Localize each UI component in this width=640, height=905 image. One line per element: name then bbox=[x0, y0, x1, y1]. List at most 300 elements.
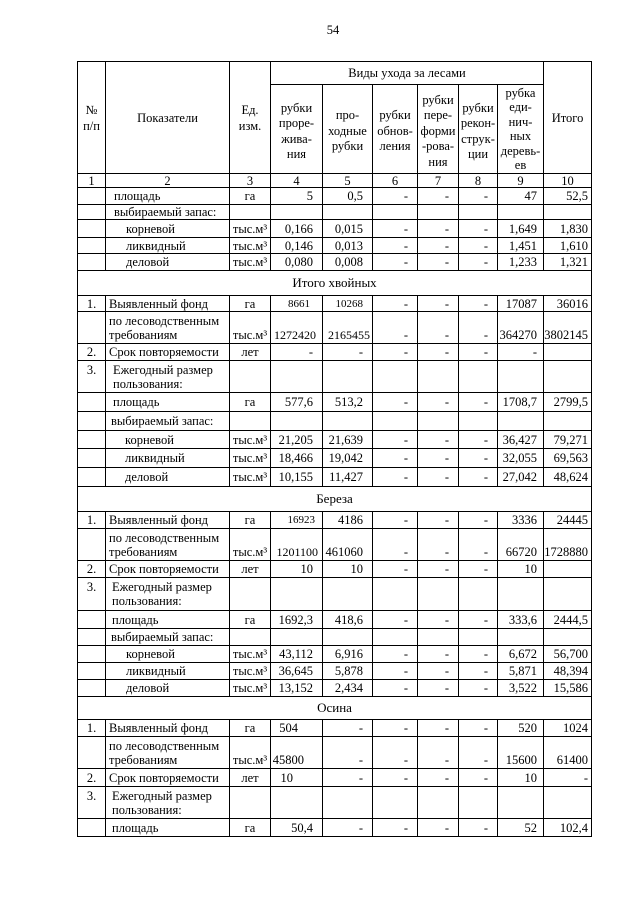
value-reconstruction-cutting-cell: - bbox=[459, 393, 498, 412]
value-renewal-cutting-cell: - bbox=[373, 312, 418, 344]
value-thinning-cell: 0,166 bbox=[271, 220, 323, 238]
row-number: 2. bbox=[78, 344, 106, 361]
value-single-tree-cutting-cell: 6,672 bbox=[498, 646, 544, 663]
indicator-label: деловой bbox=[106, 468, 230, 487]
value-total-cell bbox=[544, 361, 592, 393]
value-thinning-cell: 0,146 bbox=[271, 238, 323, 254]
value-reformation-cutting-cell: - bbox=[418, 680, 459, 697]
value-reformation-cutting-cell: - bbox=[418, 646, 459, 663]
value-total-cell: 69,563 bbox=[544, 449, 592, 468]
table-row bbox=[78, 561, 592, 578]
value-total-cell: 102,4 bbox=[544, 819, 592, 837]
value-single-tree-cutting-cell: 1,451 bbox=[498, 238, 544, 254]
unit-cell bbox=[230, 787, 271, 819]
value-reconstruction-cutting-cell bbox=[459, 361, 498, 393]
value-single-tree-cutting-cell: 1,649 bbox=[498, 220, 544, 238]
value-total-cell: 1728880 bbox=[544, 529, 592, 561]
value-single-tree-cutting-cell: 32,055 bbox=[498, 449, 544, 468]
value-single-tree-cutting-cell: 3336 bbox=[498, 512, 544, 529]
value-renewal-cutting-cell: - bbox=[373, 769, 418, 787]
unit-cell: тыс.м³ bbox=[230, 646, 271, 663]
value-renewal-cutting-cell: - bbox=[373, 431, 418, 449]
value-reformation-cutting-cell: - bbox=[418, 529, 459, 561]
unit-cell bbox=[230, 412, 271, 431]
value-single-tree-cutting-cell: 1,233 bbox=[498, 254, 544, 271]
row-number bbox=[78, 629, 106, 646]
value-reconstruction-cutting-cell: - bbox=[459, 720, 498, 737]
indicator-label: по лесоводственным требованиям bbox=[106, 312, 230, 344]
row-number bbox=[78, 646, 106, 663]
value-passage-cutting-cell: - bbox=[323, 819, 373, 837]
table-row bbox=[78, 238, 592, 254]
column-number: 4 bbox=[271, 174, 323, 188]
value-renewal-cutting-cell: - bbox=[373, 238, 418, 254]
value-total-cell bbox=[544, 561, 592, 578]
value-single-tree-cutting-cell bbox=[498, 412, 544, 431]
indicator-label: Выявленный фонд bbox=[106, 296, 230, 312]
indicator-label: Срок повторяемости bbox=[106, 769, 230, 787]
value-thinning-cell: 21,205 bbox=[271, 431, 323, 449]
value-passage-cutting-cell: - bbox=[323, 344, 373, 361]
table-row bbox=[78, 578, 592, 611]
value-reformation-cutting-cell: - bbox=[418, 737, 459, 769]
indicator-label: ликвидный bbox=[106, 449, 230, 468]
value-thinning-cell bbox=[271, 629, 323, 646]
value-single-tree-cutting-cell bbox=[498, 205, 544, 220]
value-single-tree-cutting-cell: 47 bbox=[498, 188, 544, 205]
indicator-label: по лесоводственным требованиям bbox=[106, 529, 230, 561]
table-row bbox=[78, 205, 592, 220]
row-number bbox=[78, 529, 106, 561]
indicator-label: площадь bbox=[106, 819, 230, 837]
value-passage-cutting-cell bbox=[323, 787, 373, 819]
value-passage-cutting-cell: 0,015 bbox=[323, 220, 373, 238]
value-renewal-cutting-cell bbox=[373, 787, 418, 819]
value-reformation-cutting-cell: - bbox=[418, 238, 459, 254]
unit-cell: лет bbox=[230, 769, 271, 787]
value-renewal-cutting-cell: - bbox=[373, 663, 418, 680]
value-renewal-cutting-cell: - bbox=[373, 220, 418, 238]
value-passage-cutting-cell: 0,013 bbox=[323, 238, 373, 254]
value-reconstruction-cutting-cell: - bbox=[459, 529, 498, 561]
value-reformation-cutting-cell: - bbox=[418, 449, 459, 468]
value-single-tree-cutting-cell: 1708,7 bbox=[498, 393, 544, 412]
indicator-label: корневой bbox=[106, 431, 230, 449]
row-number: 3. bbox=[78, 787, 106, 819]
value-thinning-cell: 504 bbox=[271, 720, 323, 737]
column-number: 2 bbox=[106, 174, 230, 188]
value-reformation-cutting-cell: - bbox=[418, 220, 459, 238]
value-single-tree-cutting-cell: 5,871 bbox=[498, 663, 544, 680]
value-total-cell: 56,700 bbox=[544, 646, 592, 663]
table-row bbox=[78, 512, 592, 529]
row-number: 3. bbox=[78, 578, 106, 611]
unit-cell: лет bbox=[230, 344, 271, 361]
header-unit: Ед. изм. bbox=[230, 62, 271, 174]
value-single-tree-cutting-cell: 10 bbox=[498, 561, 544, 578]
table-row bbox=[78, 468, 592, 487]
value-reconstruction-cutting-cell: - bbox=[459, 296, 498, 312]
value-renewal-cutting-cell: - bbox=[373, 646, 418, 663]
value-single-tree-cutting-cell: 10 bbox=[498, 769, 544, 787]
column-number: 8 bbox=[459, 174, 498, 188]
value-single-tree-cutting-cell: 3,522 bbox=[498, 680, 544, 697]
row-number: 3. bbox=[78, 361, 106, 393]
indicator-label: Выявленный фонд bbox=[106, 512, 230, 529]
header-care-types: Виды ухода за лесами bbox=[271, 62, 544, 85]
indicator-label: Срок повторяемости bbox=[106, 561, 230, 578]
value-reformation-cutting-cell: - bbox=[418, 720, 459, 737]
value-reformation-cutting-cell: - bbox=[418, 254, 459, 271]
table-row bbox=[78, 680, 592, 697]
value-passage-cutting-cell: 21,639 bbox=[323, 431, 373, 449]
value-passage-cutting-cell: 418,6 bbox=[323, 611, 373, 629]
header-indicators: Показатели bbox=[106, 62, 230, 174]
row-number bbox=[78, 819, 106, 837]
row-number bbox=[78, 449, 106, 468]
value-passage-cutting-cell: 2165455 bbox=[323, 312, 373, 344]
value-reformation-cutting-cell bbox=[418, 578, 459, 611]
value-renewal-cutting-cell: - bbox=[373, 254, 418, 271]
table-row bbox=[78, 769, 592, 787]
value-single-tree-cutting-cell bbox=[498, 787, 544, 819]
value-passage-cutting-cell: 10268 bbox=[323, 296, 373, 312]
value-thinning-cell: 8661 bbox=[271, 296, 323, 312]
table-row bbox=[78, 449, 592, 468]
value-thinning-cell: 18,466 bbox=[271, 449, 323, 468]
section-title: Осина bbox=[78, 697, 592, 720]
row-number bbox=[78, 312, 106, 344]
value-passage-cutting-cell bbox=[323, 361, 373, 393]
value-reformation-cutting-cell: - bbox=[418, 312, 459, 344]
value-total-cell: 52,5 bbox=[544, 188, 592, 205]
row-number bbox=[78, 205, 106, 220]
unit-cell: га bbox=[230, 296, 271, 312]
value-passage-cutting-cell: 10 bbox=[323, 561, 373, 578]
value-single-tree-cutting-cell: 66720 bbox=[498, 529, 544, 561]
value-thinning-cell: 1201100 bbox=[271, 529, 323, 561]
value-single-tree-cutting-cell: 27,042 bbox=[498, 468, 544, 487]
value-single-tree-cutting-cell: 52 bbox=[498, 819, 544, 837]
row-number bbox=[78, 220, 106, 238]
unit-cell: га bbox=[230, 819, 271, 837]
row-number bbox=[78, 238, 106, 254]
value-reformation-cutting-cell: - bbox=[418, 296, 459, 312]
value-reconstruction-cutting-cell: - bbox=[459, 769, 498, 787]
value-reformation-cutting-cell: - bbox=[418, 344, 459, 361]
value-passage-cutting-cell: 0,008 bbox=[323, 254, 373, 271]
value-passage-cutting-cell: 5,878 bbox=[323, 663, 373, 680]
unit-cell: га bbox=[230, 720, 271, 737]
value-total-cell: - bbox=[544, 769, 592, 787]
value-thinning-cell bbox=[271, 787, 323, 819]
unit-cell: тыс.м³ bbox=[230, 220, 271, 238]
table-row bbox=[78, 361, 592, 393]
header-single-tree-cutting: рубка еди- нич- ных деревь- ев bbox=[498, 85, 544, 174]
header-row-main bbox=[78, 62, 592, 85]
indicator-label: выбираемый запас: bbox=[106, 412, 230, 431]
value-total-cell: 1,830 bbox=[544, 220, 592, 238]
value-single-tree-cutting-cell: 15600 bbox=[498, 737, 544, 769]
unit-cell: тыс.м³ bbox=[230, 663, 271, 680]
value-passage-cutting-cell bbox=[323, 205, 373, 220]
value-reconstruction-cutting-cell bbox=[459, 205, 498, 220]
value-total-cell: 15,586 bbox=[544, 680, 592, 697]
value-passage-cutting-cell: - bbox=[323, 737, 373, 769]
value-reformation-cutting-cell: - bbox=[418, 611, 459, 629]
table-row bbox=[78, 312, 592, 344]
table-row bbox=[78, 629, 592, 646]
value-single-tree-cutting-cell bbox=[498, 361, 544, 393]
header-total: Итого bbox=[544, 62, 592, 174]
value-passage-cutting-cell: - bbox=[323, 769, 373, 787]
column-number: 9 bbox=[498, 174, 544, 188]
row-number: 2. bbox=[78, 561, 106, 578]
value-renewal-cutting-cell bbox=[373, 205, 418, 220]
unit-cell: га bbox=[230, 188, 271, 205]
table-header bbox=[78, 62, 592, 188]
value-thinning-cell: 13,152 bbox=[271, 680, 323, 697]
unit-cell: тыс.м³ bbox=[230, 254, 271, 271]
value-reformation-cutting-cell bbox=[418, 205, 459, 220]
table-row bbox=[78, 412, 592, 431]
value-renewal-cutting-cell bbox=[373, 412, 418, 431]
unit-cell bbox=[230, 361, 271, 393]
value-reconstruction-cutting-cell: - bbox=[459, 737, 498, 769]
value-total-cell: 1024 bbox=[544, 720, 592, 737]
value-passage-cutting-cell: 4186 bbox=[323, 512, 373, 529]
row-number: 1. bbox=[78, 512, 106, 529]
indicator-label: ликвидный bbox=[106, 663, 230, 680]
value-passage-cutting-cell: 0,5 bbox=[323, 188, 373, 205]
value-renewal-cutting-cell: - bbox=[373, 512, 418, 529]
row-number bbox=[78, 680, 106, 697]
value-passage-cutting-cell: 6,916 bbox=[323, 646, 373, 663]
section-title: Береза bbox=[78, 487, 592, 512]
value-renewal-cutting-cell: - bbox=[373, 720, 418, 737]
header-reformation-cutting: рубки пере- форми -рова- ния bbox=[418, 85, 459, 174]
header-reconstruction-cutting: рубки рекон- струк- ции bbox=[459, 85, 498, 174]
value-renewal-cutting-cell: - bbox=[373, 819, 418, 837]
value-total-cell: 2799,5 bbox=[544, 393, 592, 412]
unit-cell: лет bbox=[230, 561, 271, 578]
indicator-label: Ежегодный размер пользования: bbox=[106, 787, 230, 819]
value-reconstruction-cutting-cell bbox=[459, 629, 498, 646]
header-passage-cutting: про- ходные рубки bbox=[323, 85, 373, 174]
table-row bbox=[78, 819, 592, 837]
section-title: Итого хвойных bbox=[78, 271, 592, 296]
table-row bbox=[78, 254, 592, 271]
value-reconstruction-cutting-cell: - bbox=[459, 431, 498, 449]
value-renewal-cutting-cell: - bbox=[373, 393, 418, 412]
value-passage-cutting-cell: 19,042 bbox=[323, 449, 373, 468]
indicator-label: Выявленный фонд bbox=[106, 720, 230, 737]
value-total-cell: 48,624 bbox=[544, 468, 592, 487]
value-passage-cutting-cell: - bbox=[323, 720, 373, 737]
value-reconstruction-cutting-cell: - bbox=[459, 220, 498, 238]
value-renewal-cutting-cell: - bbox=[373, 344, 418, 361]
value-reconstruction-cutting-cell bbox=[459, 412, 498, 431]
table-row bbox=[78, 393, 592, 412]
value-renewal-cutting-cell bbox=[373, 578, 418, 611]
value-passage-cutting-cell: 11,427 bbox=[323, 468, 373, 487]
value-thinning-cell: 43,112 bbox=[271, 646, 323, 663]
value-reformation-cutting-cell: - bbox=[418, 393, 459, 412]
value-renewal-cutting-cell bbox=[373, 629, 418, 646]
value-thinning-cell bbox=[271, 412, 323, 431]
table-row bbox=[78, 646, 592, 663]
table-row bbox=[78, 787, 592, 819]
indicator-label: Срок повторяемости bbox=[106, 344, 230, 361]
value-total-cell: 3802145 bbox=[544, 312, 592, 344]
value-total-cell bbox=[544, 629, 592, 646]
table-row bbox=[78, 529, 592, 561]
value-reconstruction-cutting-cell: - bbox=[459, 819, 498, 837]
value-single-tree-cutting-cell: 333,6 bbox=[498, 611, 544, 629]
row-number bbox=[78, 663, 106, 680]
value-reformation-cutting-cell: - bbox=[418, 512, 459, 529]
value-thinning-cell: 16923 bbox=[271, 512, 323, 529]
value-reformation-cutting-cell: - bbox=[418, 468, 459, 487]
value-single-tree-cutting-cell: - bbox=[498, 344, 544, 361]
table-row bbox=[78, 720, 592, 737]
indicator-label: Ежегодный размер пользования: bbox=[106, 578, 230, 611]
value-thinning-cell: 10 bbox=[271, 769, 323, 787]
unit-cell bbox=[230, 205, 271, 220]
value-total-cell: 1,610 bbox=[544, 238, 592, 254]
value-passage-cutting-cell: 513,2 bbox=[323, 393, 373, 412]
column-number-row bbox=[78, 174, 592, 188]
header-number: № п/п bbox=[78, 62, 106, 174]
header-renewal-cutting: рубки обнов- ления bbox=[373, 85, 418, 174]
table-row bbox=[78, 431, 592, 449]
value-reformation-cutting-cell: - bbox=[418, 188, 459, 205]
indicator-label: Ежегодный размер пользования: bbox=[106, 361, 230, 393]
value-reconstruction-cutting-cell bbox=[459, 787, 498, 819]
row-number: 1. bbox=[78, 296, 106, 312]
value-renewal-cutting-cell: - bbox=[373, 680, 418, 697]
value-total-cell bbox=[544, 787, 592, 819]
row-number bbox=[78, 468, 106, 487]
value-thinning-cell: 577,6 bbox=[271, 393, 323, 412]
column-number: 5 bbox=[323, 174, 373, 188]
indicator-label: деловой bbox=[106, 254, 230, 271]
unit-cell: га bbox=[230, 512, 271, 529]
table-row bbox=[78, 611, 592, 629]
value-passage-cutting-cell: 2,434 bbox=[323, 680, 373, 697]
value-reconstruction-cutting-cell: - bbox=[459, 312, 498, 344]
value-passage-cutting-cell bbox=[323, 412, 373, 431]
indicator-label: выбираемый запас: bbox=[106, 205, 230, 220]
value-reformation-cutting-cell: - bbox=[418, 431, 459, 449]
table-body bbox=[78, 188, 592, 837]
value-reconstruction-cutting-cell: - bbox=[459, 680, 498, 697]
value-thinning-cell: - bbox=[271, 344, 323, 361]
value-total-cell bbox=[544, 578, 592, 611]
section-row bbox=[78, 271, 592, 296]
column-number: 7 bbox=[418, 174, 459, 188]
row-number: 2. bbox=[78, 769, 106, 787]
value-reconstruction-cutting-cell: - bbox=[459, 663, 498, 680]
value-thinning-cell: 1272420 bbox=[271, 312, 323, 344]
value-total-cell bbox=[544, 205, 592, 220]
value-reconstruction-cutting-cell: - bbox=[459, 561, 498, 578]
section-row bbox=[78, 697, 592, 720]
value-reconstruction-cutting-cell bbox=[459, 578, 498, 611]
value-reconstruction-cutting-cell: - bbox=[459, 238, 498, 254]
unit-cell: тыс.м³ bbox=[230, 449, 271, 468]
unit-cell bbox=[230, 629, 271, 646]
indicator-label: корневой bbox=[106, 646, 230, 663]
value-reconstruction-cutting-cell: - bbox=[459, 611, 498, 629]
value-reformation-cutting-cell: - bbox=[418, 769, 459, 787]
forest-care-table bbox=[77, 61, 592, 837]
value-single-tree-cutting-cell: 520 bbox=[498, 720, 544, 737]
table-row bbox=[78, 296, 592, 312]
page-number: 54 bbox=[326, 23, 340, 37]
value-reformation-cutting-cell: - bbox=[418, 561, 459, 578]
value-thinning-cell bbox=[271, 205, 323, 220]
value-total-cell: 1,321 bbox=[544, 254, 592, 271]
value-total-cell: 79,271 bbox=[544, 431, 592, 449]
value-renewal-cutting-cell: - bbox=[373, 529, 418, 561]
indicator-label: корневой bbox=[106, 220, 230, 238]
value-reconstruction-cutting-cell: - bbox=[459, 254, 498, 271]
indicator-label: площадь bbox=[106, 611, 230, 629]
table-row bbox=[78, 188, 592, 205]
value-thinning-cell: 45800 bbox=[271, 737, 323, 769]
row-number bbox=[78, 737, 106, 769]
unit-cell: га bbox=[230, 393, 271, 412]
value-passage-cutting-cell bbox=[323, 629, 373, 646]
unit-cell: тыс.м³ bbox=[230, 529, 271, 561]
section-row bbox=[78, 487, 592, 512]
value-reformation-cutting-cell bbox=[418, 629, 459, 646]
unit-cell: тыс.м³ bbox=[230, 431, 271, 449]
unit-cell bbox=[230, 578, 271, 611]
value-renewal-cutting-cell: - bbox=[373, 561, 418, 578]
value-thinning-cell: 50,4 bbox=[271, 819, 323, 837]
value-reformation-cutting-cell bbox=[418, 787, 459, 819]
value-single-tree-cutting-cell bbox=[498, 578, 544, 611]
value-renewal-cutting-cell: - bbox=[373, 468, 418, 487]
value-passage-cutting-cell: 461060 bbox=[323, 529, 373, 561]
value-total-cell: 48,394 bbox=[544, 663, 592, 680]
value-total-cell bbox=[544, 344, 592, 361]
value-total-cell: 24445 bbox=[544, 512, 592, 529]
value-passage-cutting-cell bbox=[323, 578, 373, 611]
value-reformation-cutting-cell: - bbox=[418, 663, 459, 680]
value-renewal-cutting-cell: - bbox=[373, 611, 418, 629]
unit-cell: тыс.м³ bbox=[230, 468, 271, 487]
indicator-label: площадь bbox=[106, 393, 230, 412]
value-reformation-cutting-cell bbox=[418, 412, 459, 431]
table-row bbox=[78, 220, 592, 238]
unit-cell: га bbox=[230, 611, 271, 629]
value-thinning-cell bbox=[271, 361, 323, 393]
indicator-label: площадь bbox=[106, 188, 230, 205]
value-total-cell bbox=[544, 412, 592, 431]
value-renewal-cutting-cell bbox=[373, 361, 418, 393]
row-number bbox=[78, 611, 106, 629]
value-renewal-cutting-cell: - bbox=[373, 737, 418, 769]
row-number bbox=[78, 188, 106, 205]
value-total-cell: 2444,5 bbox=[544, 611, 592, 629]
column-number: 6 bbox=[373, 174, 418, 188]
value-single-tree-cutting-cell: 364270 bbox=[498, 312, 544, 344]
value-single-tree-cutting-cell: 36,427 bbox=[498, 431, 544, 449]
table-row bbox=[78, 663, 592, 680]
